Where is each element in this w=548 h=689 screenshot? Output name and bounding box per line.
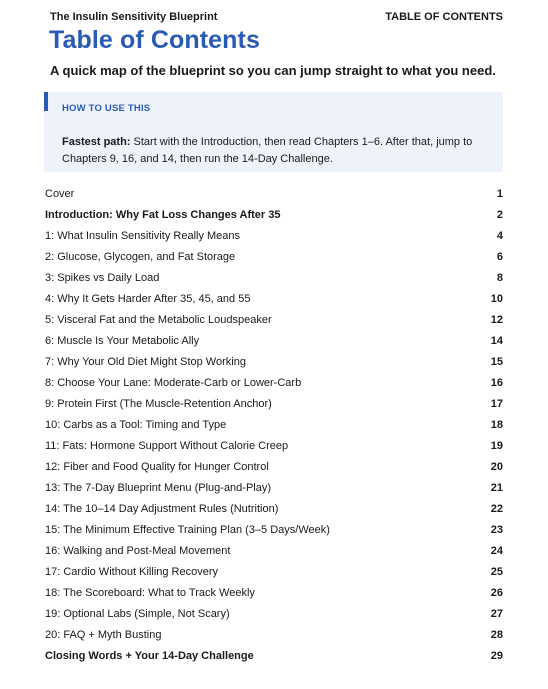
toc-entry[interactable] — [45, 603, 503, 624]
toc-entry-page: 14 — [490, 334, 503, 347]
toc-entry-page: 22 — [490, 502, 503, 515]
toc-entry-title: 2: Glucose, Glycogen, and Fat Storage — [45, 250, 236, 263]
toc-entry-page: 8 — [496, 271, 503, 284]
toc-entry[interactable] — [45, 309, 503, 330]
toc-entry-page: 26 — [490, 586, 503, 599]
toc-entry-title: Introduction: Why Fat Loss Changes After 35 — [45, 208, 281, 221]
toc-entry-title: 9: Protein First (The Muscle-Retention Anchor) — [45, 397, 272, 410]
toc-entry-page: 6 — [496, 250, 503, 263]
toc-entry[interactable] — [45, 267, 503, 288]
toc-entry-page: 17 — [490, 397, 503, 410]
toc-entry[interactable] — [45, 246, 503, 267]
toc-entry[interactable] — [45, 456, 503, 477]
toc-entry-title: 20: FAQ + Myth Busting — [45, 628, 162, 641]
toc-entry-title: 7: Why Your Old Diet Might Stop Working — [45, 355, 246, 368]
toc-entry-title: 17: Cardio Without Killing Recovery — [45, 565, 219, 578]
toc-entry-page: 20 — [490, 460, 503, 473]
toc-entry[interactable] — [45, 582, 503, 603]
toc-entry-title: 19: Optional Labs (Simple, Not Scary) — [45, 607, 230, 620]
toc-entry-title: 12: Fiber and Food Quality for Hunger Control — [45, 460, 269, 473]
toc-entry[interactable] — [45, 288, 503, 309]
toc-entry-title: 1: What Insulin Sensitivity Really Means — [45, 229, 241, 242]
toc-list — [45, 183, 503, 666]
toc-entry-page: 25 — [490, 565, 503, 578]
toc-entry[interactable] — [45, 561, 503, 582]
toc-entry[interactable] — [45, 519, 503, 540]
toc-entry-page: 29 — [490, 649, 503, 662]
toc-entry[interactable] — [45, 204, 503, 225]
toc-entry-page: 2 — [496, 208, 503, 221]
toc-entry-page: 4 — [496, 229, 503, 242]
toc-entry-title: 11: Fats: Hormone Support Without Calorie Creep — [45, 439, 289, 452]
toc-entry[interactable] — [45, 435, 503, 456]
toc-entry[interactable] — [45, 477, 503, 498]
toc-entry-page: 16 — [490, 376, 503, 389]
page-title: Table of Contents — [49, 26, 260, 54]
toc-entry[interactable] — [45, 183, 503, 204]
callout-body: Start with the Introduction, then read Chapters 1–6. After that, jump to Chapters 9, 16, and 14, then run the 14-Day Challenge. — [62, 136, 473, 165]
toc-entry-title: 18: The Scoreboard: What to Track Weekly — [45, 586, 255, 599]
toc-entry-title: 13: The 7-Day Blueprint Menu (Plug-and-Play) — [45, 481, 272, 494]
page-subtitle: A quick map of the blueprint so you can jump straight to what you need. — [50, 63, 496, 78]
toc-entry[interactable] — [45, 330, 503, 351]
toc-entry[interactable] — [45, 225, 503, 246]
toc-entry-page: 21 — [490, 481, 503, 494]
toc-entry-page: 10 — [490, 292, 503, 305]
toc-entry-title: 14: The 10–14 Day Adjustment Rules (Nutrition) — [45, 502, 279, 515]
toc-entry[interactable] — [45, 372, 503, 393]
toc-entry[interactable] — [45, 624, 503, 645]
toc-entry-page: 15 — [490, 355, 503, 368]
toc-entry-title: 10: Carbs as a Tool: Timing and Type — [45, 418, 227, 431]
callout-lead: Fastest path: — [62, 136, 131, 148]
callout-accent-bar — [44, 92, 48, 111]
running-header — [50, 11, 503, 23]
toc-entry[interactable] — [45, 351, 503, 372]
toc-entry[interactable] — [45, 498, 503, 519]
book-title: The Insulin Sensitivity Blueprint — [50, 11, 218, 23]
toc-entry-title: Closing Words + Your 14-Day Challenge — [45, 649, 254, 662]
toc-entry-page: 24 — [490, 544, 503, 557]
toc-entry-page: 28 — [490, 628, 503, 641]
toc-entry-title: Cover — [45, 187, 75, 200]
toc-entry[interactable] — [45, 393, 503, 414]
toc-entry-page: 23 — [490, 523, 503, 536]
toc-entry-title: 16: Walking and Post-Meal Movement — [45, 544, 231, 557]
toc-entry-page: 1 — [496, 187, 503, 200]
toc-entry-page: 12 — [490, 313, 503, 326]
callout-heading: HOW TO USE THIS — [62, 103, 151, 114]
toc-entry[interactable] — [45, 540, 503, 561]
toc-entry[interactable] — [45, 645, 503, 666]
toc-entry-title: 6: Muscle Is Your Metabolic Ally — [45, 334, 200, 347]
toc-entry-page: 19 — [490, 439, 503, 452]
toc-entry-title: 8: Choose Your Lane: Moderate-Carb or Lower-Carb — [45, 376, 302, 389]
toc-entry-title: 4: Why It Gets Harder After 35, 45, and 55 — [45, 292, 251, 305]
callout-text — [62, 134, 502, 167]
section-label: TABLE OF CONTENTS — [385, 11, 503, 23]
toc-entry[interactable] — [45, 414, 503, 435]
toc-entry-title: 15: The Minimum Effective Training Plan (3–5 Days/Week) — [45, 523, 330, 536]
toc-entry-page: 27 — [490, 607, 503, 620]
toc-entry-title: 3: Spikes vs Daily Load — [45, 271, 160, 284]
toc-entry-title: 5: Visceral Fat and the Metabolic Loudspeaker — [45, 313, 272, 326]
toc-entry-page: 18 — [490, 418, 503, 431]
